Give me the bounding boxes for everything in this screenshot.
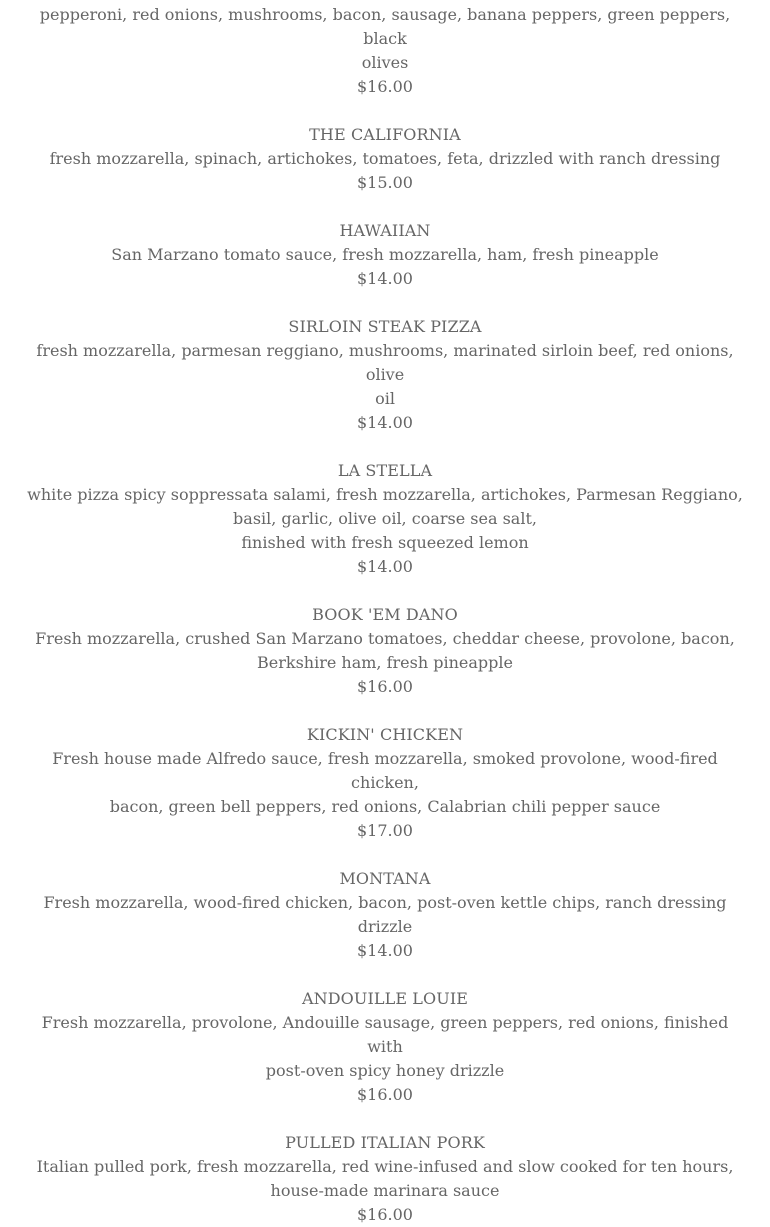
item-description: Fresh house made Alfredo sauce, fresh mozzarella, smoked provolone, wood-fired chicken, xyxy=(52,749,718,792)
item-price: $16.00 xyxy=(357,677,413,696)
item-price: $15.00 xyxy=(357,173,413,192)
item-description: oil xyxy=(375,389,395,408)
item-description: fresh mozzarella, spinach, artichokes, tomatoes, feta, drizzled with ranch dressing xyxy=(49,149,721,168)
item-description: post-oven spicy honey drizzle xyxy=(265,1061,505,1080)
menu-item xyxy=(25,603,745,699)
item-description: bacon, green bell peppers, red onions, Calabrian chili pepper sauce xyxy=(109,797,661,816)
menu-item xyxy=(25,459,745,579)
menu-item xyxy=(25,867,745,963)
item-price: $14.00 xyxy=(357,269,413,288)
item-price: $16.00 xyxy=(357,1205,413,1224)
item-name: SIRLOIN STEAK PIZZA xyxy=(288,317,482,336)
item-name: THE CALIFORNIA xyxy=(309,125,461,144)
item-name: HAWAIIAN xyxy=(339,221,431,240)
item-description: olives xyxy=(361,53,409,72)
item-price: $14.00 xyxy=(357,413,413,432)
menu-item xyxy=(25,315,745,435)
item-description: Fresh mozzarella, wood-fired chicken, bacon, post-oven kettle chips, ranch dressing drizzle xyxy=(43,893,727,936)
item-name: BOOK 'EM DANO xyxy=(312,605,458,624)
item-name: PULLED ITALIAN PORK xyxy=(285,1133,485,1152)
menu-item xyxy=(25,219,745,291)
item-description: pepperoni, red onions, mushrooms, bacon, sausage, banana peppers, green peppers, black xyxy=(39,5,731,48)
item-price: $14.00 xyxy=(357,557,413,576)
item-name: ANDOUILLE LOUIE xyxy=(301,989,469,1008)
item-description: Fresh mozzarella, provolone, Andouille sausage, green peppers, red onions, finished with xyxy=(41,1013,729,1056)
item-price: $16.00 xyxy=(357,77,413,96)
item-description: San Marzano tomato sauce, fresh mozzarella, ham, fresh pineapple xyxy=(111,245,659,264)
item-price: $14.00 xyxy=(357,941,413,960)
item-description: Fresh mozzarella, crushed San Marzano tomatoes, cheddar cheese, provolone, bacon, xyxy=(35,629,735,648)
item-description: basil, garlic, olive oil, coarse sea salt, xyxy=(233,509,537,528)
item-name: MONTANA xyxy=(339,869,431,888)
item-description: fresh mozzarella, parmesan reggiano, mushrooms, marinated sirloin beef, red onions, olive xyxy=(36,341,734,384)
menu-item xyxy=(25,987,745,1107)
item-description: finished with fresh squeezed lemon xyxy=(241,533,529,552)
menu-item xyxy=(25,723,745,843)
item-description: Italian pulled pork, fresh mozzarella, red wine-infused and slow cooked for ten hours, xyxy=(36,1157,734,1176)
item-description: house-made marinara sauce xyxy=(270,1181,500,1200)
item-description: Berkshire ham, fresh pineapple xyxy=(257,653,513,672)
item-name: KICKIN' CHICKEN xyxy=(306,725,464,744)
menu-item xyxy=(25,1131,745,1227)
menu-item xyxy=(25,123,745,195)
item-price: $17.00 xyxy=(357,821,413,840)
menu-item xyxy=(25,3,745,99)
item-price: $16.00 xyxy=(357,1085,413,1104)
item-name: LA STELLA xyxy=(337,461,433,480)
item-description: white pizza spicy soppressata salami, fresh mozzarella, artichokes, Parmesan Reggiano, xyxy=(27,485,743,504)
